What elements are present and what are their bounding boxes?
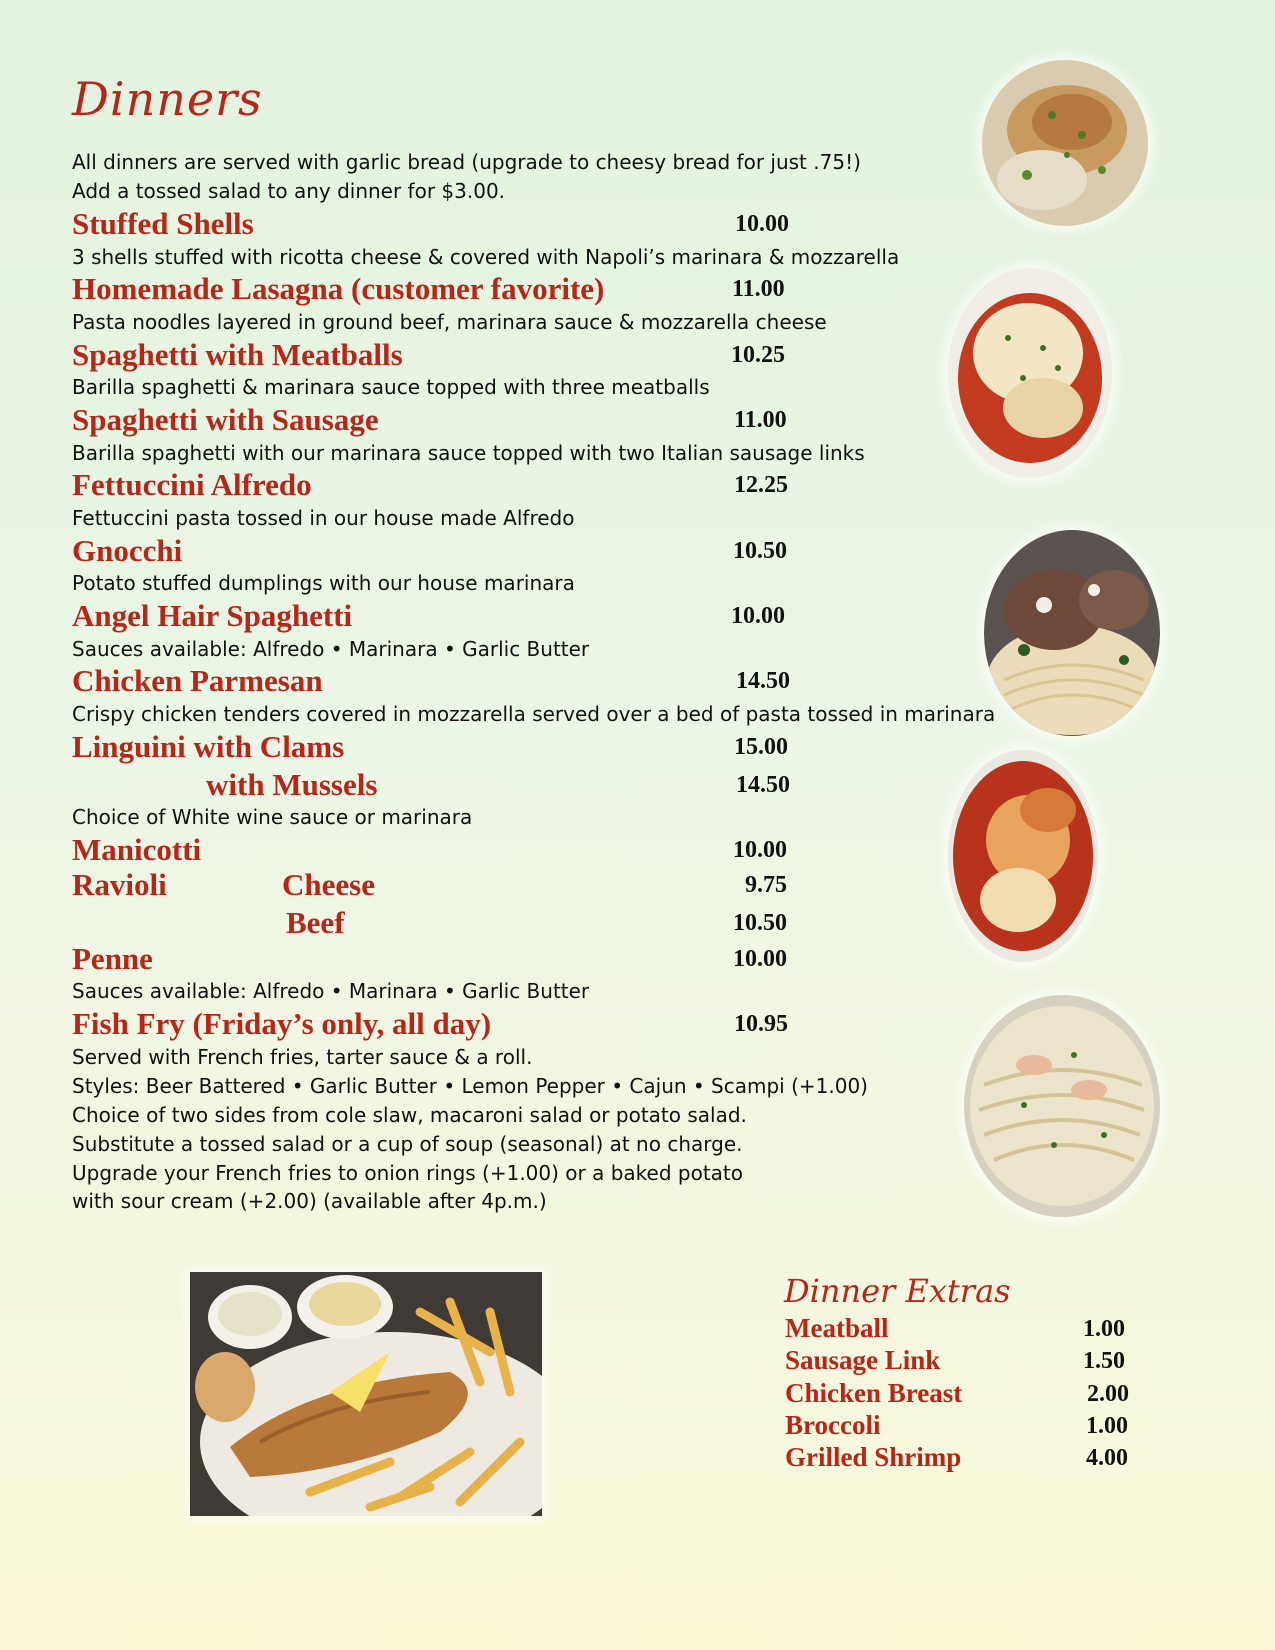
item-name-manicotti: Manicotti	[72, 832, 202, 867]
item-desc-spaghetti-sausage: Barilla spaghetti with our marinara sauce topped with two Italian sausage links	[72, 441, 865, 465]
item-name-gnocchi: Gnocchi	[72, 533, 183, 568]
item-desc-lasagna: Pasta noodles layered in ground beef, marinara sauce & mozzarella cheese	[72, 310, 827, 334]
item-name-fettuccini-alfredo: Fettuccini Alfredo	[72, 467, 312, 502]
lasagna-photo	[948, 268, 1112, 478]
item-price-manicotti: 10.00	[733, 837, 787, 863]
extra-name-meatball: Meatball	[785, 1313, 889, 1343]
extra-price-chicken-breast: 2.00	[1087, 1381, 1129, 1407]
item-name-linguini-mussels: with Mussels	[206, 767, 378, 802]
extra-name-broccoli: Broccoli	[785, 1410, 881, 1440]
extra-name-chicken-breast: Chicken Breast	[785, 1378, 963, 1408]
item-desc-spaghetti-meatballs: Barilla spaghetti & marinara sauce topped with three meatballs	[72, 375, 710, 399]
dinner-extras-title: Dinner Extras	[784, 1272, 1011, 1310]
item-price-spaghetti-sausage: 11.00	[734, 407, 787, 433]
fish-fry-note: Choice of two sides from cole slaw, macaroni salad or potato salad.	[72, 1103, 747, 1127]
item-name-lasagna: Homemade Lasagna (customer favorite)	[72, 271, 605, 306]
item-name-fish-fry: Fish Fry (Friday’s only, all day)	[72, 1006, 492, 1041]
item-price-stuffed-shells: 10.00	[735, 211, 789, 237]
fish-fry-note: Substitute a tossed salad or a cup of soup (seasonal) at no charge.	[72, 1132, 743, 1156]
item-price-linguini-clams: 15.00	[734, 734, 788, 760]
fish-fry-photo	[190, 1272, 542, 1516]
item-name-spaghetti-meatballs: Spaghetti with Meatballs	[72, 337, 403, 372]
item-price-chicken-parmesan: 14.50	[736, 668, 790, 694]
item-desc-linguini: Choice of White wine sauce or marinara	[72, 805, 473, 829]
item-desc-gnocchi: Potato stuffed dumplings with our house marinara	[72, 571, 575, 595]
item-desc-fish-fry: Served with French fries, tarter sauce & a roll.	[72, 1045, 533, 1069]
item-price-fish-fry: 10.95	[734, 1011, 788, 1037]
extra-name-sausage-link: Sausage Link	[785, 1345, 941, 1375]
item-price-angel-hair: 10.00	[731, 603, 785, 629]
item-price-linguini-mussels: 14.50	[736, 772, 790, 798]
item-price-ravioli-beef: 10.50	[733, 910, 787, 936]
item-desc-fettuccini-alfredo: Fettuccini pasta tossed in our house made Alfredo	[72, 506, 575, 530]
item-name-ravioli-beef: Beef	[286, 905, 345, 940]
shrimp-pasta-photo	[964, 995, 1160, 1217]
intro-line-2: Add a tossed salad to any dinner for $3.00.	[72, 179, 506, 203]
fish-fry-note: Styles: Beer Battered • Garlic Butter • Lemon Pepper • Cajun • Scampi (+1.00)	[72, 1074, 868, 1098]
item-price-spaghetti-meatballs: 10.25	[731, 342, 785, 368]
item-price-ravioli-cheese: 9.75	[745, 872, 787, 898]
item-price-penne: 10.00	[733, 946, 787, 972]
item-price-fettuccini-alfredo: 12.25	[734, 472, 788, 498]
intro-line-1: All dinners are served with garlic bread (upgrade to cheesy bread for just .75!)	[72, 150, 861, 174]
page-title: Dinners	[72, 72, 263, 126]
chicken-parmesan-photo	[948, 750, 1098, 962]
item-name-ravioli-cheese: Cheese	[282, 867, 375, 902]
item-name-angel-hair: Angel Hair Spaghetti	[72, 598, 353, 633]
extra-price-broccoli: 1.00	[1086, 1413, 1128, 1439]
extra-price-sausage-link: 1.50	[1083, 1348, 1125, 1374]
item-desc-chicken-parmesan: Crispy chicken tenders covered in mozzarella served over a bed of pasta tossed in marinara	[72, 702, 996, 726]
item-price-gnocchi: 10.50	[733, 538, 787, 564]
extra-name-grilled-shrimp: Grilled Shrimp	[785, 1442, 962, 1472]
pasta-with-meat-photo	[984, 530, 1160, 736]
item-desc-penne: Sauces available: Alfredo • Marinara • Garlic Butter	[72, 979, 590, 1003]
extra-price-grilled-shrimp: 4.00	[1086, 1445, 1128, 1471]
fish-fry-note: Upgrade your French fries to onion rings (+1.00) or a baked potato	[72, 1161, 744, 1185]
item-name-ravioli: Ravioli	[72, 867, 167, 902]
extra-price-meatball: 1.00	[1083, 1316, 1125, 1342]
item-price-lasagna: 11.00	[732, 276, 785, 302]
item-name-spaghetti-sausage: Spaghetti with Sausage	[72, 402, 379, 437]
item-desc-angel-hair: Sauces available: Alfredo • Marinara • Garlic Butter	[72, 637, 590, 661]
fish-fry-note: with sour cream (+2.00) (available after 4p.m.)	[72, 1189, 547, 1213]
item-desc-stuffed-shells: 3 shells stuffed with ricotta cheese & covered with Napoli’s marinara & mozzarella	[72, 245, 900, 269]
item-name-stuffed-shells: Stuffed Shells	[72, 206, 254, 241]
chicken-dish-photo	[982, 60, 1148, 226]
item-name-penne: Penne	[72, 941, 153, 976]
item-name-chicken-parmesan: Chicken Parmesan	[72, 663, 323, 698]
item-name-linguini-clams: Linguini with Clams	[72, 729, 345, 764]
